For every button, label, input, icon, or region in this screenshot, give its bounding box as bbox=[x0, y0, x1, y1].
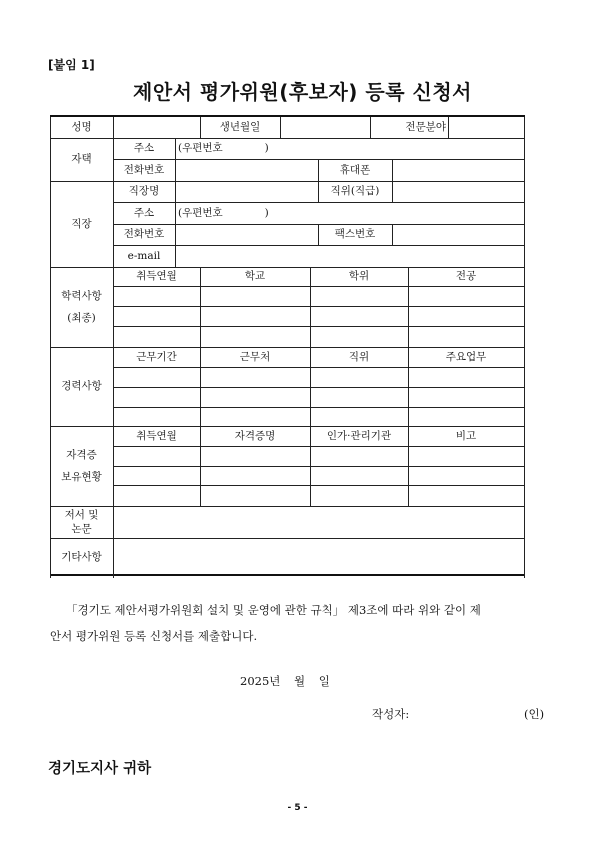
career-header-duties: 주요업무 bbox=[445, 350, 487, 363]
postal-open: (우편번호 bbox=[178, 206, 223, 219]
publications-field[interactable] bbox=[114, 507, 524, 538]
fax-field[interactable] bbox=[393, 225, 524, 245]
education-header-school: 학교 bbox=[244, 270, 266, 283]
email-field[interactable] bbox=[176, 246, 524, 267]
specialty-label: 전문분야 bbox=[405, 121, 446, 134]
license-header-issuer: 인가·관리기관 bbox=[326, 429, 392, 442]
work-postal-code-label[interactable] bbox=[175, 202, 325, 224]
specialty-field[interactable] bbox=[449, 118, 524, 138]
publications-label-line2: 논문 bbox=[71, 523, 92, 535]
career-header-position: 직위 bbox=[348, 350, 370, 363]
birth-label: 생년월일 bbox=[219, 121, 261, 134]
license-header-note: 비고 bbox=[455, 429, 477, 442]
career-header-period: 근무기간 bbox=[136, 350, 177, 363]
home-phone-field[interactable] bbox=[176, 160, 318, 181]
education-label-line2: (최종) bbox=[67, 312, 96, 324]
work-phone-label: 전화번호 bbox=[123, 228, 165, 241]
work-label: 직장 bbox=[71, 217, 92, 230]
license-label-line1: 자격증 bbox=[66, 449, 97, 461]
license-label bbox=[50, 426, 113, 506]
document-title: 제안서 평가위원(후보자) 등록 신청서 bbox=[133, 80, 472, 104]
license-header-date: 취득연월 bbox=[136, 429, 177, 442]
seal-label: (인) bbox=[524, 707, 545, 721]
home-label: 자택 bbox=[71, 153, 92, 166]
postal-open: (우편번호 bbox=[178, 142, 223, 155]
declaration-line1: 「경기도 제안서평가위원회 설치 및 운영에 관한 규칙」 제3조에 따라 위와 같이 제 bbox=[66, 603, 481, 617]
work-address-label: 주소 bbox=[133, 206, 155, 219]
publications-label-line1: 저서 및 bbox=[64, 509, 99, 521]
career-label: 경력사항 bbox=[61, 380, 102, 393]
work-phone-field[interactable] bbox=[176, 225, 318, 245]
name-label: 성명 bbox=[71, 121, 92, 134]
education-header-degree: 학위 bbox=[348, 270, 370, 283]
other-field[interactable] bbox=[114, 539, 524, 576]
postal-close: ) bbox=[264, 142, 269, 155]
position-label: 직위(직급) bbox=[330, 185, 380, 198]
home-postal-code-label[interactable] bbox=[175, 138, 325, 159]
birth-field[interactable] bbox=[281, 118, 370, 138]
career-header-workplace: 근무처 bbox=[239, 350, 271, 363]
recipient-line: 경기도지사 귀하 bbox=[48, 761, 152, 777]
attachment-label: [붙임 1] bbox=[48, 58, 95, 72]
company-label: 직장명 bbox=[128, 185, 160, 198]
license-label-line2: 보유현황 bbox=[61, 471, 102, 483]
education-header-major: 전공 bbox=[455, 270, 477, 283]
email-label: e-mail bbox=[127, 249, 161, 262]
author-label: 작성자: bbox=[372, 707, 410, 721]
postal-close: ) bbox=[264, 206, 269, 219]
education-label bbox=[50, 267, 113, 347]
fax-label: 팩스번호 bbox=[334, 228, 376, 241]
education-header-date: 취득연월 bbox=[136, 270, 177, 283]
name-field[interactable] bbox=[114, 118, 200, 138]
education-label-line1: 학력사항 bbox=[61, 290, 102, 302]
home-address-label: 주소 bbox=[133, 142, 155, 155]
registration-form-table bbox=[50, 115, 525, 576]
declaration-line2: 안서 평가위원 등록 신청서를 제출합니다. bbox=[50, 629, 258, 643]
position-field[interactable] bbox=[393, 182, 524, 202]
home-phone-label: 전화번호 bbox=[123, 163, 165, 176]
home-mobile-field[interactable] bbox=[393, 160, 524, 181]
publications-label bbox=[50, 506, 113, 538]
declaration-text bbox=[50, 597, 550, 649]
other-label: 기타사항 bbox=[61, 550, 102, 563]
page-number: - 5 - bbox=[287, 803, 308, 813]
license-header-name: 자격증명 bbox=[234, 429, 276, 442]
home-mobile-label: 휴대폰 bbox=[339, 163, 371, 176]
company-field[interactable] bbox=[176, 182, 318, 202]
date-line: 2025년 월 일 bbox=[240, 674, 330, 688]
